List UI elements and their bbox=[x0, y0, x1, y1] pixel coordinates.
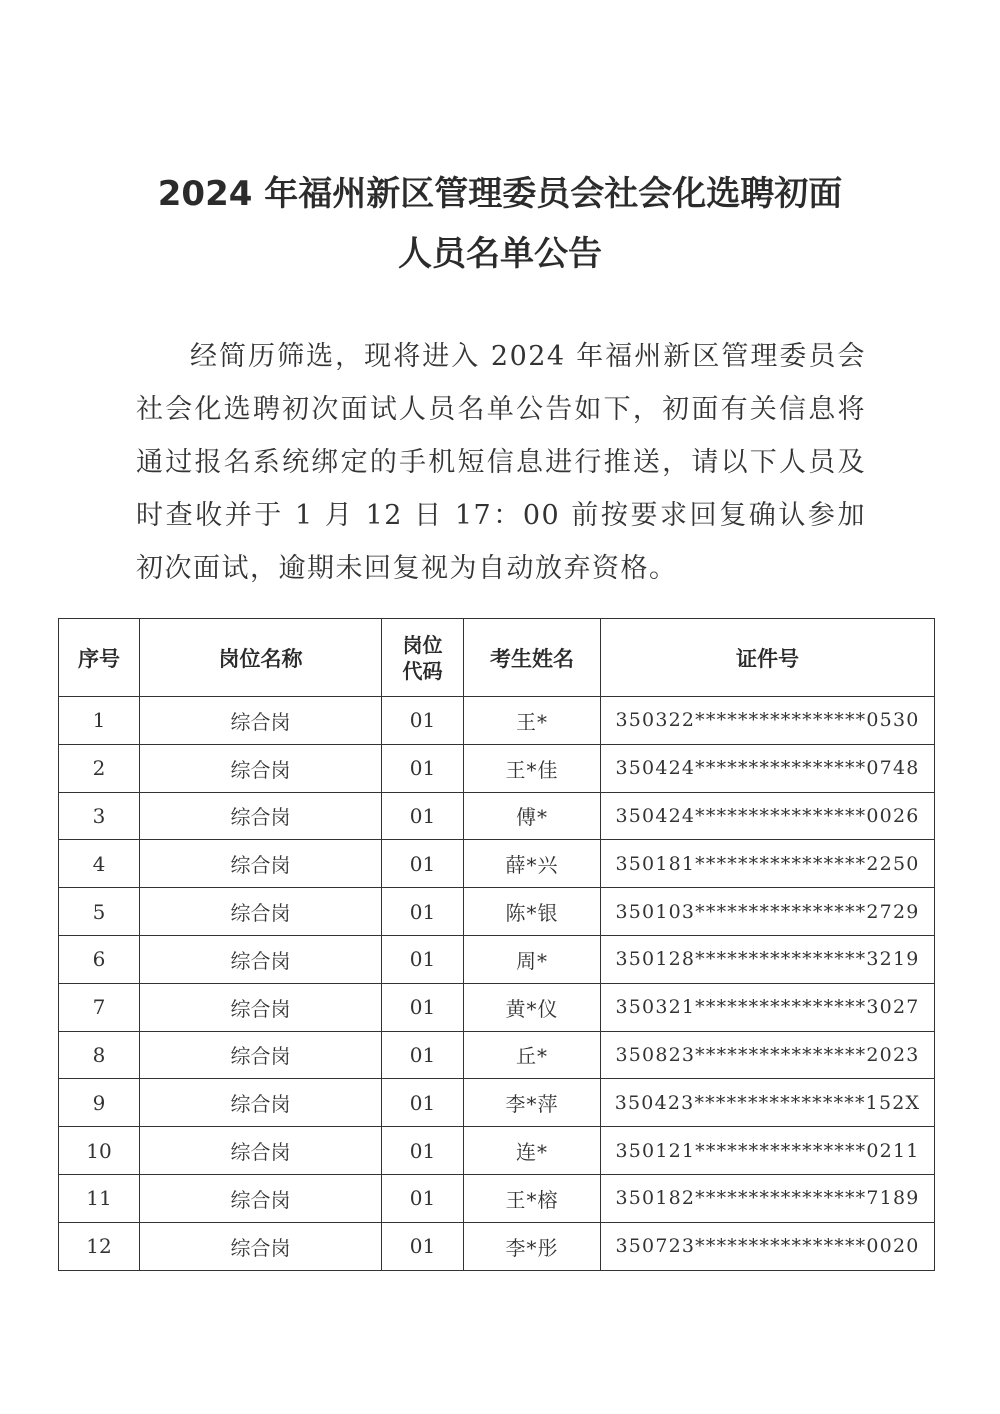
cell-post-name: 综合岗 bbox=[140, 840, 382, 888]
table-row bbox=[59, 1079, 935, 1127]
table-row bbox=[59, 1222, 935, 1270]
cell-candidate-name: 王*榕 bbox=[464, 1174, 601, 1222]
header-id-number: 证件号 bbox=[601, 619, 935, 697]
candidate-table bbox=[58, 618, 935, 1271]
cell-seq: 4 bbox=[59, 840, 140, 888]
cell-candidate-name: 王*佳 bbox=[464, 744, 601, 792]
cell-id-number: 350424****************0026 bbox=[601, 792, 935, 840]
cell-post-code: 01 bbox=[382, 935, 464, 983]
cell-post-name: 综合岗 bbox=[140, 1079, 382, 1127]
cell-post-code: 01 bbox=[382, 1031, 464, 1079]
table-header-row bbox=[59, 619, 935, 697]
table-row bbox=[59, 744, 935, 792]
table-row bbox=[59, 840, 935, 888]
cell-post-code: 01 bbox=[382, 744, 464, 792]
table-row bbox=[59, 792, 935, 840]
document-title-line-1: 2024 年福州新区管理委员会社会化选聘初面 bbox=[157, 174, 843, 214]
cell-id-number: 350181****************2250 bbox=[601, 840, 935, 888]
cell-id-number: 350723****************0020 bbox=[601, 1222, 935, 1270]
table-row bbox=[59, 1127, 935, 1175]
cell-post-name: 综合岗 bbox=[140, 792, 382, 840]
cell-post-code: 01 bbox=[382, 888, 464, 936]
table-row bbox=[59, 1031, 935, 1079]
cell-candidate-name: 丘* bbox=[464, 1031, 601, 1079]
cell-candidate-name: 薛*兴 bbox=[464, 840, 601, 888]
table-body bbox=[59, 697, 935, 1271]
cell-post-name: 综合岗 bbox=[140, 1127, 382, 1175]
cell-candidate-name: 黄*仪 bbox=[464, 983, 601, 1031]
header-post-name: 岗位名称 bbox=[140, 619, 382, 697]
header-post-code-line-2: 代码 bbox=[402, 658, 443, 683]
cell-candidate-name: 傅* bbox=[464, 792, 601, 840]
table-row bbox=[59, 697, 935, 745]
cell-candidate-name: 连* bbox=[464, 1127, 601, 1175]
cell-seq: 1 bbox=[59, 697, 140, 745]
cell-candidate-name: 陈*银 bbox=[464, 888, 601, 936]
cell-id-number: 350423****************152X bbox=[601, 1079, 935, 1127]
table-row bbox=[59, 983, 935, 1031]
cell-id-number: 350424****************0748 bbox=[601, 744, 935, 792]
header-candidate-name: 考生姓名 bbox=[464, 619, 601, 697]
cell-post-name: 综合岗 bbox=[140, 1222, 382, 1270]
cell-seq: 5 bbox=[59, 888, 140, 936]
cell-candidate-name: 周* bbox=[464, 935, 601, 983]
cell-post-name: 综合岗 bbox=[140, 983, 382, 1031]
header-post-code bbox=[382, 619, 464, 697]
cell-post-code: 01 bbox=[382, 697, 464, 745]
cell-post-name: 综合岗 bbox=[140, 935, 382, 983]
cell-post-name: 综合岗 bbox=[140, 1174, 382, 1222]
cell-post-code: 01 bbox=[382, 1127, 464, 1175]
cell-seq: 3 bbox=[59, 792, 140, 840]
cell-seq: 7 bbox=[59, 983, 140, 1031]
cell-id-number: 350121****************0211 bbox=[601, 1127, 935, 1175]
cell-post-name: 综合岗 bbox=[140, 1031, 382, 1079]
cell-seq: 6 bbox=[59, 935, 140, 983]
cell-post-name: 综合岗 bbox=[140, 744, 382, 792]
cell-post-name: 综合岗 bbox=[140, 888, 382, 936]
header-post-code-line-1: 岗位 bbox=[402, 632, 443, 657]
cell-id-number: 350823****************2023 bbox=[601, 1031, 935, 1079]
cell-candidate-name: 王* bbox=[464, 697, 601, 745]
cell-id-number: 350321****************3027 bbox=[601, 983, 935, 1031]
cell-id-number: 350128****************3219 bbox=[601, 935, 935, 983]
cell-id-number: 350322****************0530 bbox=[601, 697, 935, 745]
cell-post-code: 01 bbox=[382, 1222, 464, 1270]
cell-seq: 11 bbox=[59, 1174, 140, 1222]
header-seq: 序号 bbox=[59, 619, 140, 697]
table-row bbox=[59, 1174, 935, 1222]
cell-seq: 12 bbox=[59, 1222, 140, 1270]
cell-id-number: 350103****************2729 bbox=[601, 888, 935, 936]
cell-candidate-name: 李*萍 bbox=[464, 1079, 601, 1127]
cell-candidate-name: 李*彤 bbox=[464, 1222, 601, 1270]
announcement-paragraph: 经简历筛选，现将进入 2024 年福州新区管理委员会社会化选聘初次面试人员名单公告如下，初面有关信息将通过报名系统绑定的手机短信息进行推送，请以下人员及时查收并于 1 月 12 日 17：00 前按要求回复确认参加初次面试，逾期未回复视为自动放弃资格。 bbox=[136, 341, 866, 584]
cell-id-number: 350182****************7189 bbox=[601, 1174, 935, 1222]
document-title-line-2: 人员名单公告 bbox=[398, 234, 602, 274]
cell-post-code: 01 bbox=[382, 1174, 464, 1222]
cell-post-code: 01 bbox=[382, 983, 464, 1031]
cell-seq: 9 bbox=[59, 1079, 140, 1127]
cell-seq: 10 bbox=[59, 1127, 140, 1175]
cell-seq: 8 bbox=[59, 1031, 140, 1079]
cell-post-name: 综合岗 bbox=[140, 697, 382, 745]
cell-seq: 2 bbox=[59, 744, 140, 792]
cell-post-code: 01 bbox=[382, 1079, 464, 1127]
cell-post-code: 01 bbox=[382, 840, 464, 888]
table-row bbox=[59, 935, 935, 983]
cell-post-code: 01 bbox=[382, 792, 464, 840]
table-row bbox=[59, 888, 935, 936]
